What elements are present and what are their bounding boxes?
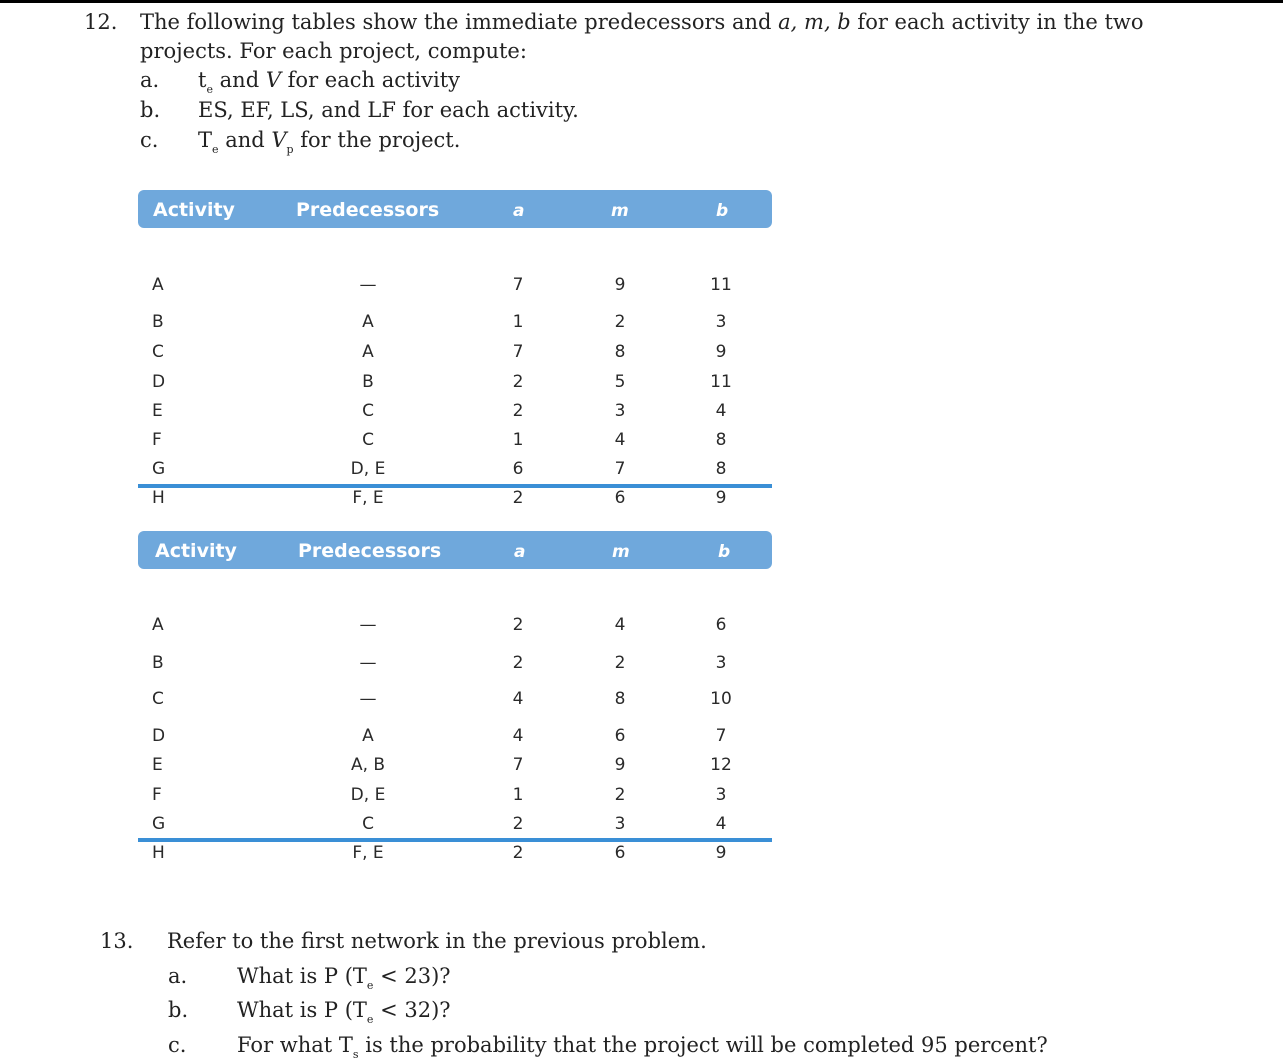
predecessors-cell: — — [359, 653, 377, 673]
activity-cell: C — [152, 342, 164, 362]
a-cell: 2 — [512, 372, 524, 392]
predecessors-cell: F, E — [352, 843, 384, 863]
project-table-1 — [138, 190, 772, 508]
b-cell: 9 — [715, 488, 727, 508]
m-cell: 9 — [614, 755, 626, 775]
predecessors-cell: C — [362, 814, 374, 834]
table-row — [138, 430, 772, 454]
b-cell: 3 — [715, 653, 727, 673]
table-row — [138, 814, 772, 838]
activity-cell: A — [152, 275, 164, 295]
b-cell: 3 — [715, 785, 727, 805]
a-cell: 2 — [512, 615, 524, 635]
a-cell: 1 — [512, 785, 524, 805]
predecessors-cell: B — [362, 372, 374, 392]
intro-text: The following tables show the immediate predecessors and — [140, 10, 772, 34]
activity-cell: G — [152, 459, 166, 479]
b-cell: 8 — [715, 459, 727, 479]
predecessors-cell: A, B — [350, 755, 386, 775]
predecessors-cell: D, E — [350, 459, 386, 479]
m-cell: 8 — [614, 689, 626, 709]
b-cell: 4 — [715, 814, 727, 834]
header-a: a — [513, 201, 525, 221]
a-cell: 7 — [512, 275, 524, 295]
activity-cell: C — [152, 689, 164, 709]
m-cell: 9 — [614, 275, 626, 295]
table-row — [138, 488, 772, 512]
activity-cell: A — [152, 615, 164, 635]
table-header — [138, 190, 772, 228]
header-predecessors: Predecessors — [298, 540, 442, 562]
b-cell: 9 — [715, 342, 727, 362]
problem-number: 12. — [84, 10, 118, 34]
activity-cell: B — [152, 312, 164, 332]
a-cell: 7 — [512, 342, 524, 362]
activity-cell: D — [152, 372, 166, 392]
header-m: m — [611, 201, 629, 221]
table-row — [138, 372, 772, 396]
table-row — [138, 459, 772, 483]
a-cell: 6 — [512, 459, 524, 479]
m-cell: 2 — [614, 653, 626, 673]
m-cell: 6 — [614, 488, 626, 508]
m-cell: 6 — [614, 843, 626, 863]
predecessors-cell: D, E — [350, 785, 386, 805]
a-cell: 2 — [512, 653, 524, 673]
predecessors-cell: — — [359, 689, 377, 709]
activity-cell: B — [152, 653, 164, 673]
a-cell: 4 — [512, 689, 524, 709]
m-cell: 2 — [614, 312, 626, 332]
m-cell: 7 — [614, 459, 626, 479]
b-cell: 3 — [715, 312, 727, 332]
a-cell: 4 — [512, 726, 524, 746]
activity-cell: F — [152, 430, 162, 450]
header-activity: Activity — [153, 199, 235, 221]
predecessors-cell: F, E — [352, 488, 384, 508]
predecessors-cell: — — [359, 615, 377, 635]
m-cell: 4 — [614, 615, 626, 635]
m-cell: 3 — [614, 401, 626, 421]
table-row — [138, 275, 772, 299]
table-row — [138, 401, 772, 425]
intro-text: Refer to the first network in the previous problem. — [167, 929, 707, 953]
b-cell: 6 — [715, 615, 727, 635]
predecessors-cell: — — [359, 275, 377, 295]
activity-cell: H — [152, 488, 165, 508]
intro-text-line2: projects. For each project, compute: — [140, 39, 527, 63]
predecessors-cell: A — [362, 312, 374, 332]
b-cell: 12 — [710, 755, 732, 775]
table-bottom-rule — [138, 484, 772, 488]
m-cell: 4 — [614, 430, 626, 450]
a-cell: 2 — [512, 843, 524, 863]
intro-text-end: for each activity in the two — [857, 10, 1144, 34]
project-table-2 — [138, 531, 772, 863]
header-b: b — [718, 542, 731, 562]
b-cell: 8 — [715, 430, 727, 450]
b-cell: 4 — [715, 401, 727, 421]
predecessors-cell: A — [362, 342, 374, 362]
table-row — [138, 785, 772, 809]
b-cell: 10 — [710, 689, 732, 709]
intro-vars: a, m, b — [778, 10, 851, 34]
a-cell: 2 — [512, 488, 524, 508]
b-cell: 9 — [715, 843, 727, 863]
table-bottom-rule — [138, 838, 772, 842]
m-cell: 3 — [614, 814, 626, 834]
activity-cell: H — [152, 843, 165, 863]
a-cell: 2 — [512, 814, 524, 834]
table-row — [138, 755, 772, 779]
header-a: a — [514, 542, 526, 562]
b-cell: 11 — [710, 275, 732, 295]
m-cell: 8 — [614, 342, 626, 362]
problem-12 — [84, 8, 1184, 66]
table-row — [138, 312, 772, 336]
activity-cell: G — [152, 814, 166, 834]
b-cell: 7 — [715, 726, 727, 746]
top-rule — [0, 0, 1283, 3]
table-row — [138, 689, 772, 713]
a-cell: 1 — [512, 312, 524, 332]
activity-cell: E — [152, 755, 163, 775]
table-row — [138, 726, 772, 750]
predecessors-cell: C — [362, 401, 374, 421]
m-cell: 6 — [614, 726, 626, 746]
table-row — [138, 843, 772, 867]
table-row — [138, 615, 772, 639]
b-cell: 11 — [710, 372, 732, 392]
table-header — [138, 531, 772, 569]
predecessors-cell: A — [362, 726, 374, 746]
m-cell: 2 — [614, 785, 626, 805]
predecessors-cell: C — [362, 430, 374, 450]
header-activity: Activity — [155, 540, 237, 562]
activity-cell: F — [152, 785, 162, 805]
header-m: m — [612, 542, 630, 562]
table-row — [138, 653, 772, 677]
problem-number: 13. — [100, 929, 134, 953]
a-cell: 2 — [512, 401, 524, 421]
problem-12-intro — [84, 8, 1184, 66]
activity-cell: D — [152, 726, 166, 746]
a-cell: 7 — [512, 755, 524, 775]
table-row — [138, 342, 772, 366]
header-predecessors: Predecessors — [296, 199, 440, 221]
a-cell: 1 — [512, 430, 524, 450]
activity-cell: E — [152, 401, 163, 421]
header-b: b — [716, 201, 729, 221]
m-cell: 5 — [614, 372, 626, 392]
